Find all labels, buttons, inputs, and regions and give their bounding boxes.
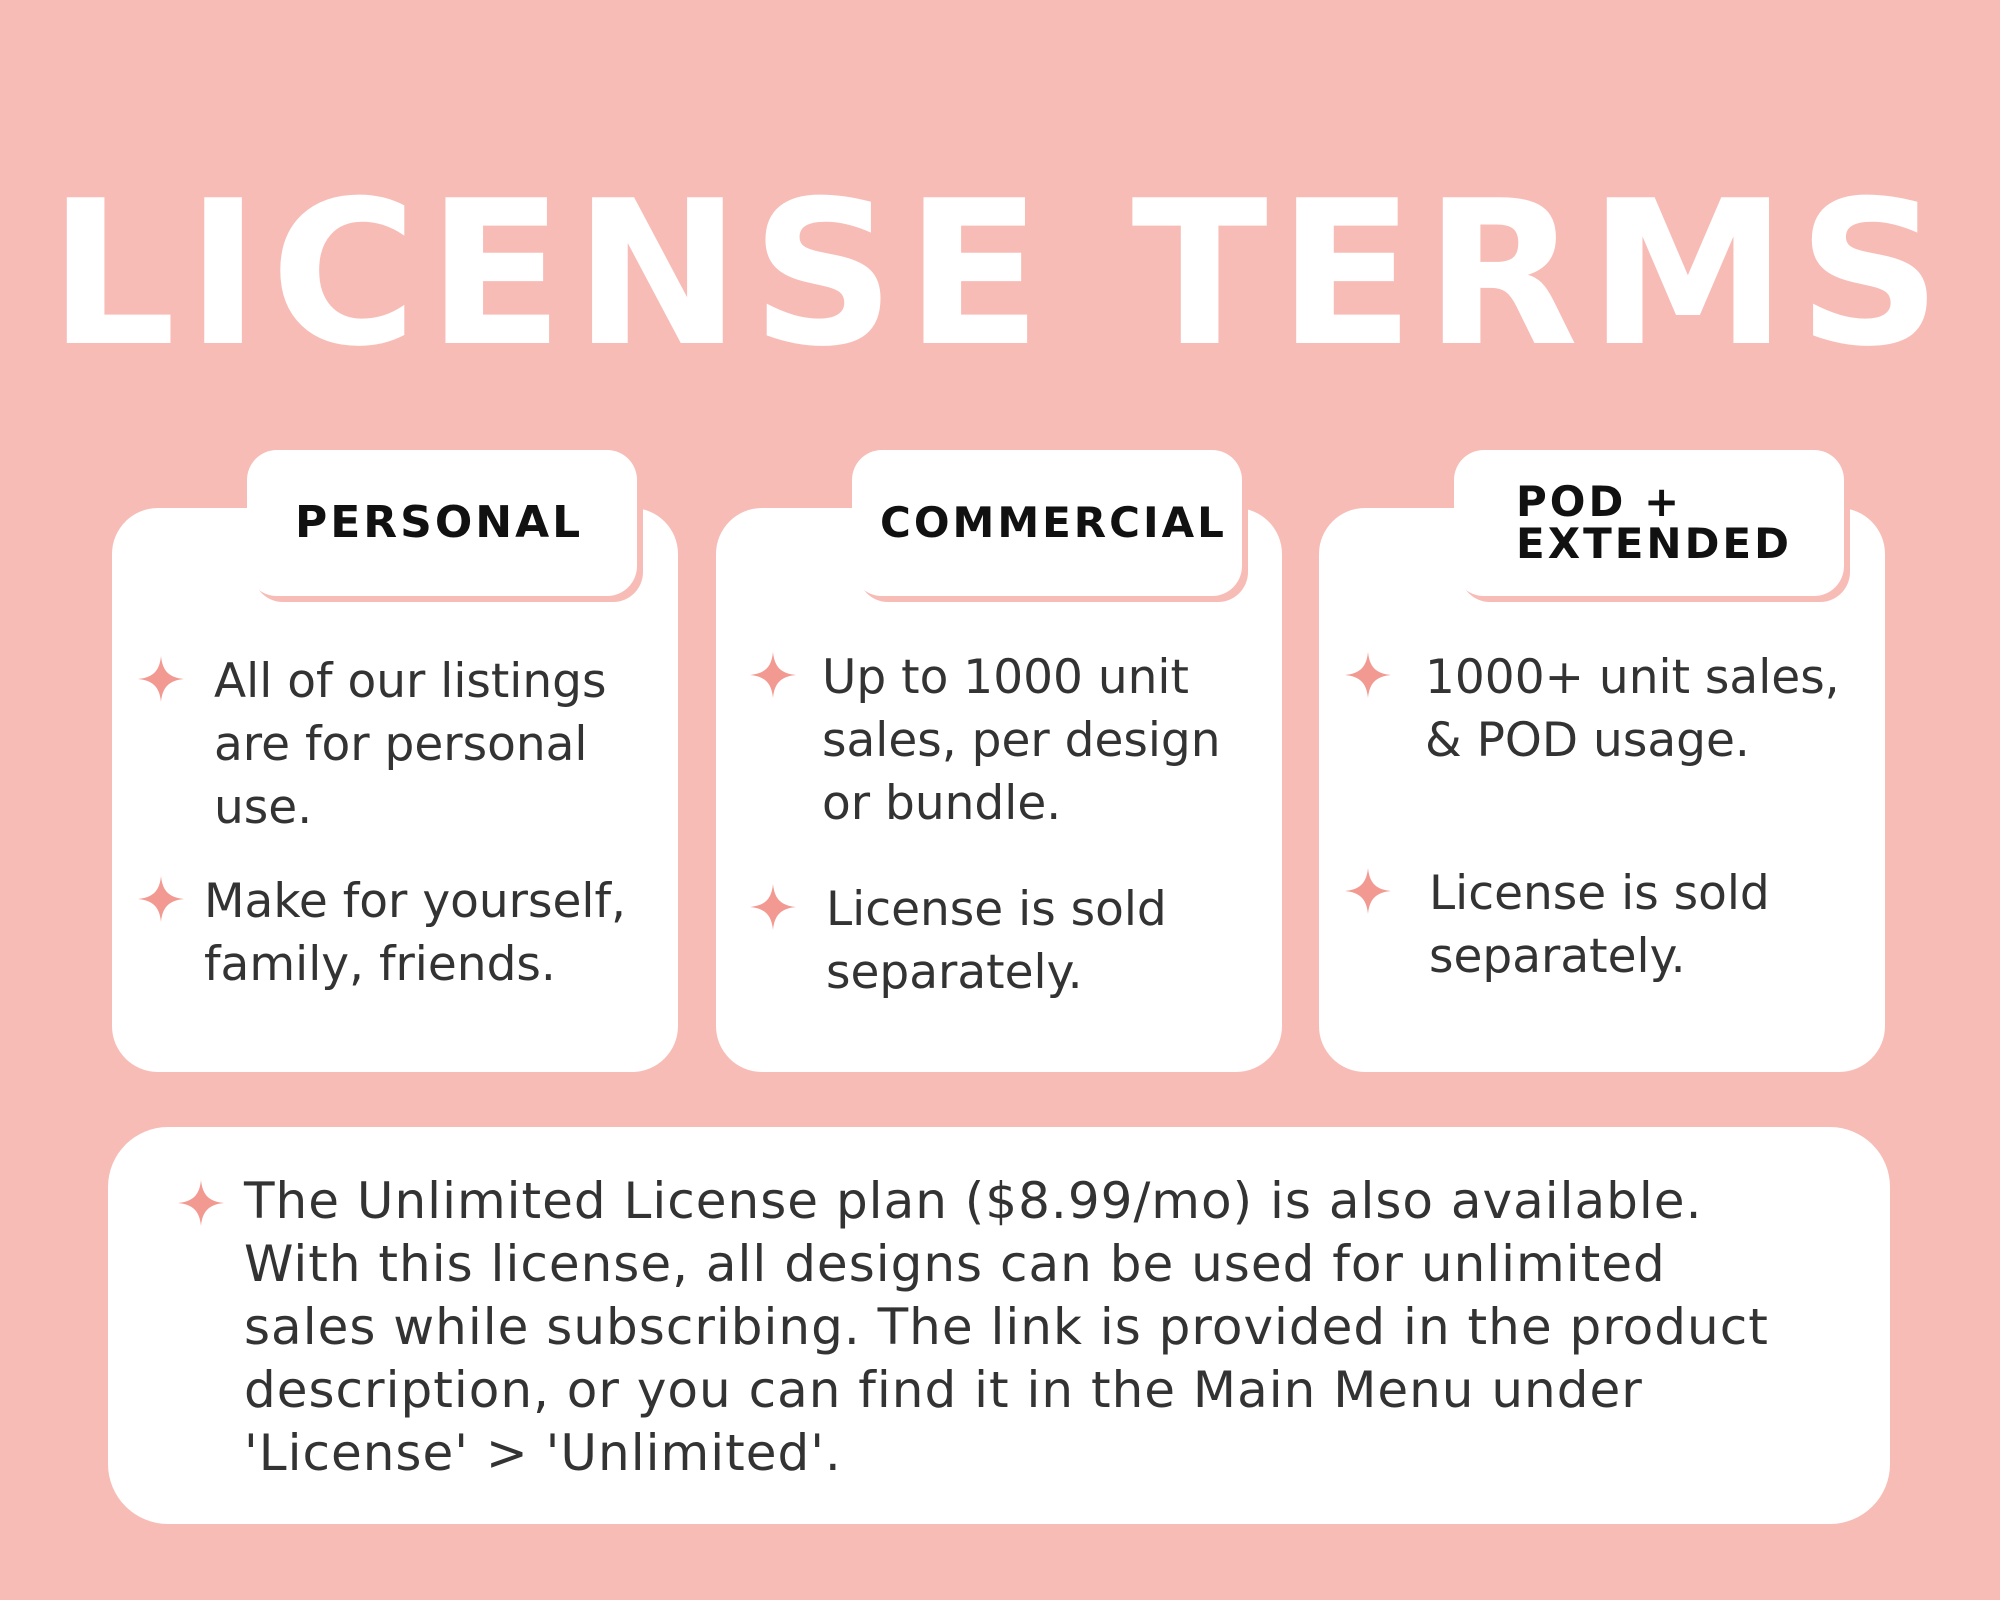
list-item	[1345, 646, 1865, 772]
sparkle-star-icon	[1345, 652, 1391, 698]
sparkle-star-icon	[178, 1180, 224, 1226]
bullet-text: License is sold separately.	[1429, 866, 1770, 984]
list-item	[138, 650, 658, 839]
pod-extended-heading: POD + EXTENDED	[1454, 450, 1844, 596]
list-item	[750, 646, 1270, 835]
bullet-text: All of our listings are for personal use.	[214, 654, 607, 835]
list-item	[178, 1170, 1858, 1485]
sparkle-star-icon	[138, 876, 184, 922]
personal-heading: PERSONAL	[247, 450, 637, 596]
sparkle-star-icon	[1345, 868, 1391, 914]
commercial-heading: COMMERCIAL	[852, 450, 1242, 596]
bullet-text: Make for yourself, family, friends.	[204, 874, 626, 992]
bullet-text: Up to 1000 unit sales, per design or bundle.	[822, 650, 1221, 831]
bullet-text: License is sold separately.	[826, 882, 1167, 1000]
page-title: LICENSE TERMS	[48, 158, 1952, 391]
bullet-text: 1000+ unit sales, & POD usage.	[1425, 650, 1840, 768]
sparkle-star-icon	[750, 884, 796, 930]
unlimited-license-text: The Unlimited License plan ($8.99/mo) is also available. With this license, all designs can be used for unlimited sales while subscribing. The link is provided in the product description, or you can find it in the Main Menu under 'License' > 'Unlimited'.	[244, 1172, 1769, 1482]
sparkle-star-icon	[750, 652, 796, 698]
sparkle-star-icon	[138, 656, 184, 702]
list-item	[1345, 862, 1865, 988]
list-item	[750, 878, 1270, 1004]
list-item	[138, 870, 658, 996]
